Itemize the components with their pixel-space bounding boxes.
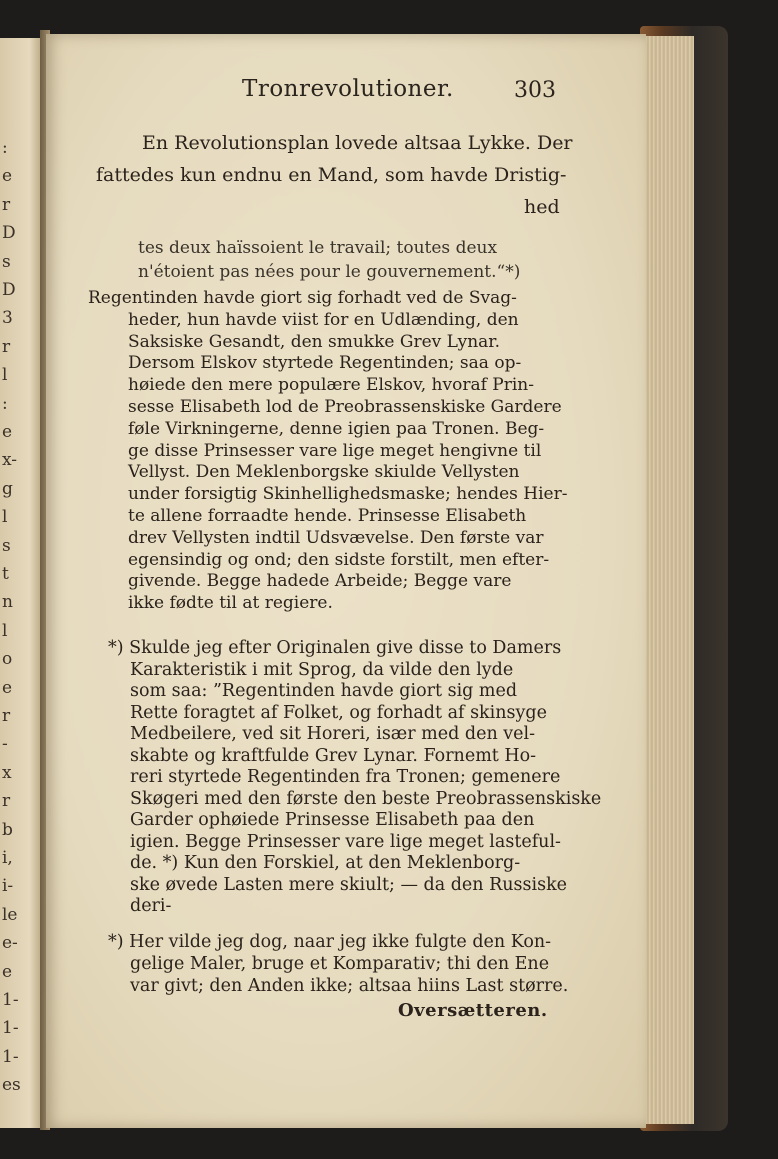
- footnote-1-line: Skøgeri med den første den beste Preobrassenskiske: [130, 788, 602, 809]
- footnote-1-line: *) Skulde jeg efter Originalen give disse to Damers: [108, 638, 562, 658]
- footnote-1-line: de. *) Kun den Forskiel, at den Meklenborg-: [130, 853, 521, 873]
- footnote-1-line: Rette foragtet af Folket, og forhadt af skinsyge: [130, 702, 547, 723]
- body-text-line: heder, hun havde viist for en Udlænding, den: [128, 309, 519, 330]
- body-text-line: høiede den mere populære Elskov, hvoraf Prin-: [128, 375, 534, 396]
- facing-page-fragment: r: [2, 194, 11, 215]
- facing-page-fragment: g: [2, 478, 13, 499]
- facing-page-fragment: s: [2, 251, 11, 272]
- facing-page-fragment: r: [2, 706, 11, 726]
- main-text-line: hed: [524, 196, 560, 218]
- facing-page-fragment: es: [2, 1075, 21, 1096]
- facing-page-fragment: t: [2, 564, 9, 584]
- main-text-line: En Revolutionsplan lovede altsaa Lykke. Der: [142, 132, 573, 154]
- facing-page-fragment: r: [2, 791, 11, 812]
- facing-page-fragment: x-: [2, 450, 18, 471]
- footnote-1-line: Medbeilere, ved sit Horeri, især med den vel-: [130, 724, 536, 744]
- body-text-line: ikke fødte til at regiere.: [128, 593, 333, 614]
- facing-page-fragment: b: [2, 819, 13, 840]
- facing-page-fragment: D: [2, 280, 16, 300]
- footnote-1-line: deri-: [130, 896, 172, 916]
- body-text-line: føle Virkningerne, denne igien paa Tronen. Beg-: [128, 418, 545, 439]
- body-text-line: under forsigtig Skinhellighedsmaske; hendes Hier-: [128, 484, 568, 505]
- facing-page-edge: [0, 38, 42, 1128]
- facing-page-fragment: l: [2, 507, 8, 528]
- facing-page-fragment: e-: [2, 933, 18, 954]
- main-text-line: fattedes kun endnu en Mand, som havde Dristig-: [96, 164, 567, 186]
- facing-page-fragment: :: [2, 393, 8, 414]
- facing-page-fragment: 1-: [2, 1018, 19, 1039]
- body-text-line: Vellyst. Den Meklenborgske skiulde Vellysten: [128, 462, 520, 483]
- facing-page-fragment: 1-: [2, 1046, 19, 1067]
- footnote-2-line: gelige Maler, bruge et Komparativ; thi den Ene: [130, 954, 550, 974]
- facing-page-fragment: e: [2, 422, 13, 442]
- french-quote-line: n'étoient pas nées pour le gouvernement.“*): [138, 262, 521, 282]
- footnote-2-line: *) Her vilde jeg dog, naar jeg ikke fulgte den Kon-: [108, 932, 552, 952]
- translator-signature: Oversætteren.: [398, 1000, 548, 1021]
- footnote-2-line: var givt; den Anden ikke; altsaa hiins Last større.: [130, 976, 569, 996]
- page-block-edges: [642, 36, 694, 1124]
- page-number: 303: [514, 78, 556, 103]
- footnote-1-line: Garder ophøiede Prinsesse Elisabeth paa den: [130, 810, 535, 830]
- facing-page-fragment: 3: [2, 308, 13, 329]
- body-text-line: Dersom Elskov styrtede Regentinden; saa op-: [128, 353, 522, 374]
- facing-page-fragment: x: [2, 762, 12, 783]
- body-text-line: Regentinden havde giort sig forhadt ved de Svag-: [88, 288, 517, 308]
- facing-page-fragment: i-: [2, 876, 14, 897]
- footnote-1-line: reri styrtede Regentinden fra Tronen; gemenere: [130, 767, 561, 787]
- facing-page-fragment: l: [2, 620, 8, 641]
- footnote-1-line: igien. Begge Prinsesser vare lige meget lasteful-: [130, 831, 561, 852]
- running-head: Tronrevolutioner.: [242, 76, 454, 102]
- facing-page-fragment: s: [2, 535, 11, 556]
- body-text-line: drev Vellysten indtil Udsvævelse. Den første var: [128, 527, 544, 548]
- footnote-1-line: som saa: ”Regentinden havde giort sig med: [130, 681, 518, 701]
- facing-page-fragment: i,: [2, 848, 13, 868]
- body-text-line: egensindig og ond; den sidste forstilt, men efter-: [128, 549, 550, 570]
- footnote-1-line: Karakteristik i mit Sprog, da vilde den lyde: [130, 659, 514, 680]
- facing-page-fragment: -: [2, 734, 8, 755]
- body-text-line: sesse Elisabeth lod de Preobrassenskiske Gardere: [128, 397, 562, 417]
- body-text-line: givende. Begge hadede Arbeide; Begge vare: [128, 571, 512, 592]
- french-quote-line: tes deux haïssoient le travail; toutes deux: [138, 238, 498, 258]
- facing-page-fragment: D: [2, 223, 16, 244]
- footnote-1-line: ske øvede Lasten mere skiult; — da den Russiske: [130, 874, 568, 895]
- facing-page-fragment: 1-: [2, 990, 19, 1010]
- facing-page-fragment: l: [2, 365, 8, 386]
- body-text-line: ge disse Prinsesser vare lige meget hengivne til: [128, 440, 542, 461]
- facing-page-fragment: le: [2, 904, 18, 925]
- book-page: [46, 34, 646, 1128]
- facing-page-fragment: :: [2, 138, 8, 158]
- facing-page-fragment: e: [2, 166, 13, 187]
- body-text-line: te allene forraadte hende. Prinsesse Elisabeth: [128, 506, 527, 526]
- body-text-line: Saksiske Gesandt, den smukke Grev Lynar.: [128, 331, 500, 352]
- facing-page-fragment: e: [2, 961, 13, 982]
- facing-page-fragment: o: [2, 649, 13, 670]
- facing-page-fragment: e: [2, 677, 13, 698]
- facing-page-fragment: n: [2, 592, 13, 613]
- footnote-1-line: skabte og kraftfulde Grev Lynar. Fornemt Ho-: [130, 745, 537, 766]
- facing-page-fragment: r: [2, 336, 11, 357]
